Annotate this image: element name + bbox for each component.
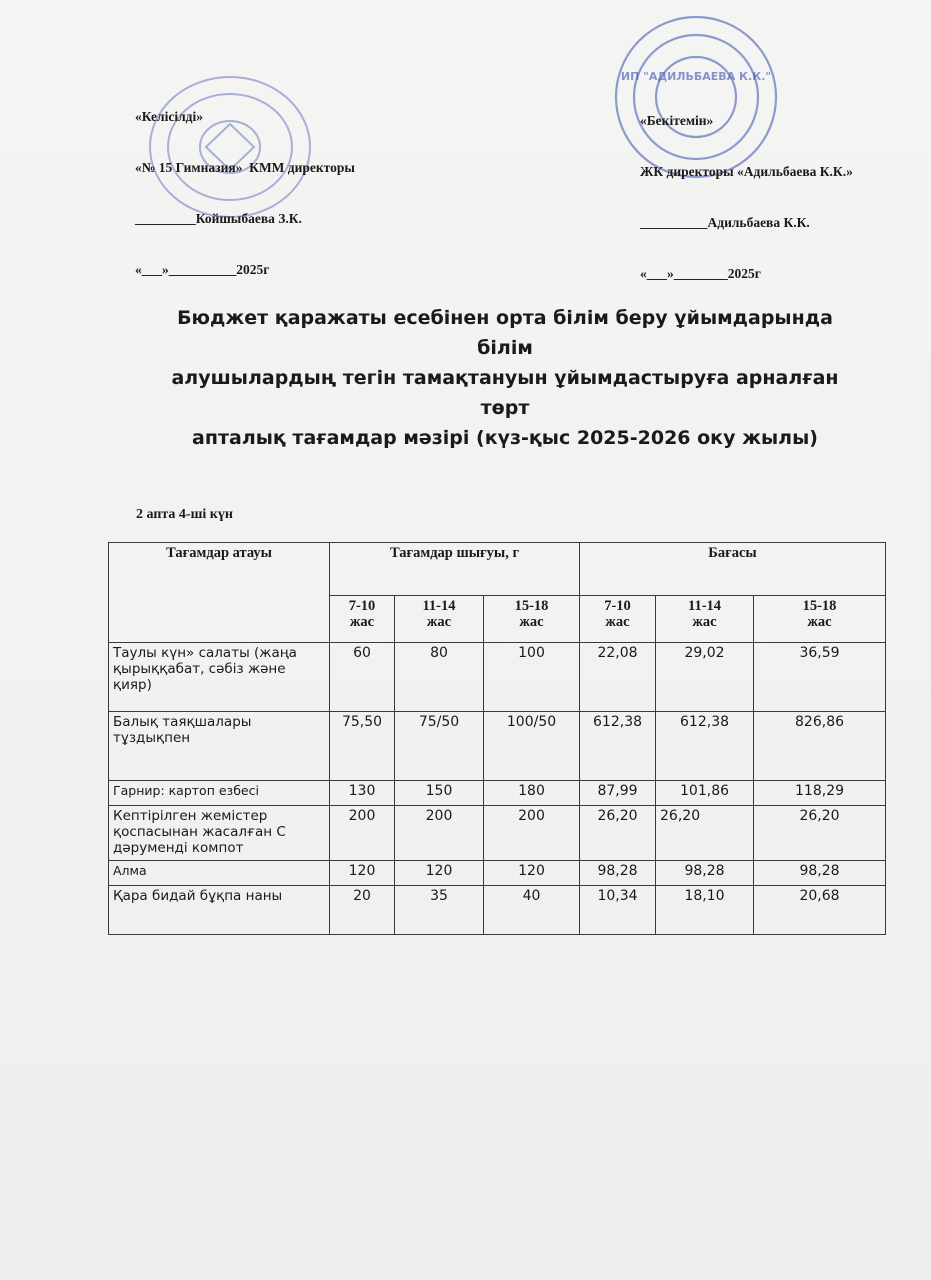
age-range: 7-10 — [604, 598, 631, 614]
document-title — [150, 303, 860, 453]
approval-left-line: «Келісілді» — [135, 109, 203, 124]
table-row — [109, 643, 886, 712]
header-price: Бағасы — [580, 543, 886, 596]
yield-cell: 100 — [484, 643, 580, 712]
age-range: 11-14 — [422, 598, 456, 614]
approval-left-line: «№ 15 Гимназия» КММ директоры — [135, 160, 355, 175]
yield-cell: 35 — [395, 886, 484, 935]
age-header — [395, 596, 484, 643]
age-header — [580, 596, 656, 643]
table-row — [109, 781, 886, 806]
table-row — [109, 806, 886, 861]
price-cell: 101,86 — [656, 781, 754, 806]
yield-cell: 60 — [330, 643, 395, 712]
approval-right — [640, 78, 853, 299]
age-unit: жас — [426, 614, 452, 630]
age-header — [754, 596, 886, 643]
price-cell: 26,20 — [656, 806, 754, 861]
table-row — [109, 712, 886, 781]
yield-cell: 200 — [484, 806, 580, 861]
age-range: 11-14 — [688, 598, 722, 614]
price-cell: 18,10 — [656, 886, 754, 935]
yield-cell: 100/50 — [484, 712, 580, 781]
price-cell: 612,38 — [580, 712, 656, 781]
approval-left-line: _________Койшыбаева З.К. — [135, 211, 302, 226]
age-header — [656, 596, 754, 643]
yield-cell: 120 — [484, 861, 580, 886]
yield-cell: 200 — [395, 806, 484, 861]
age-range: 15-18 — [514, 598, 549, 614]
age-range: 7-10 — [348, 598, 376, 614]
price-cell: 87,99 — [580, 781, 656, 806]
approval-left — [135, 74, 355, 295]
age-unit: жас — [349, 614, 375, 630]
age-header — [330, 596, 395, 643]
yield-cell: 75/50 — [395, 712, 484, 781]
dish-name: Қара бидай бұқпа наны — [109, 886, 330, 935]
right-seal-text: ИП "АДИЛЬБАЕВА К.К." — [620, 70, 772, 83]
approval-right-line: ЖК директоры «Адильбаева К.К.» — [640, 164, 853, 179]
yield-cell: 40 — [484, 886, 580, 935]
price-cell: 20,68 — [754, 886, 886, 935]
age-header — [484, 596, 580, 643]
age-unit: жас — [692, 614, 717, 630]
approval-left-line: «___»__________2025г — [135, 262, 270, 277]
dish-name: Алма — [109, 861, 330, 886]
price-cell: 98,28 — [656, 861, 754, 886]
age-unit: жас — [605, 614, 630, 630]
title-line: алушылардың тегін тамақтануын ұйымдастыруға арналған төрт — [171, 367, 839, 419]
age-unit: жас — [519, 614, 544, 630]
table-row — [109, 861, 886, 886]
title-line: Бюджет қаражаты есебінен орта білім беру ұйымдарында білім — [177, 307, 833, 359]
day-label: 2 апта 4-ші күн — [136, 507, 233, 522]
age-unit: жас — [807, 614, 832, 630]
dish-name: Гарнир: картоп езбесі — [109, 781, 330, 806]
yield-cell: 20 — [330, 886, 395, 935]
yield-cell: 80 — [395, 643, 484, 712]
yield-cell: 120 — [330, 861, 395, 886]
price-cell: 26,20 — [754, 806, 886, 861]
price-cell: 29,02 — [656, 643, 754, 712]
menu-table — [108, 542, 886, 935]
price-cell: 10,34 — [580, 886, 656, 935]
price-cell: 118,29 — [754, 781, 886, 806]
dish-name: Балық таяқшалары тұздықпен — [109, 712, 330, 781]
yield-cell: 200 — [330, 806, 395, 861]
yield-cell: 150 — [395, 781, 484, 806]
table-row — [109, 886, 886, 935]
header-yield: Тағамдар шығуы, г — [330, 543, 580, 596]
price-cell: 98,28 — [580, 861, 656, 886]
dish-name: Кептірілген жемістер қоспасынан жасалған С дәруменді компот — [109, 806, 330, 861]
price-cell: 22,08 — [580, 643, 656, 712]
yield-cell: 130 — [330, 781, 395, 806]
approval-right-line: __________Адильбаева К.К. — [640, 215, 810, 230]
price-cell: 98,28 — [754, 861, 886, 886]
approval-right-line: «___»________2025г — [640, 266, 761, 281]
price-cell: 36,59 — [754, 643, 886, 712]
header-dish-name: Тағамдар атауы — [109, 543, 330, 643]
yield-cell: 75,50 — [330, 712, 395, 781]
title-line: апталық тағамдар мәзірі (күз-қыс 2025-2026 оку жылы) — [192, 427, 818, 449]
approval-right-line: «Бекітемін» — [640, 113, 714, 128]
price-cell: 26,20 — [580, 806, 656, 861]
price-cell: 826,86 — [754, 712, 886, 781]
dish-name: Таулы күн» салаты (жаңа қырыққабат, сәбіз және қияр) — [109, 643, 330, 712]
yield-cell: 180 — [484, 781, 580, 806]
age-range: 15-18 — [802, 598, 837, 614]
yield-cell: 120 — [395, 861, 484, 886]
price-cell: 612,38 — [656, 712, 754, 781]
